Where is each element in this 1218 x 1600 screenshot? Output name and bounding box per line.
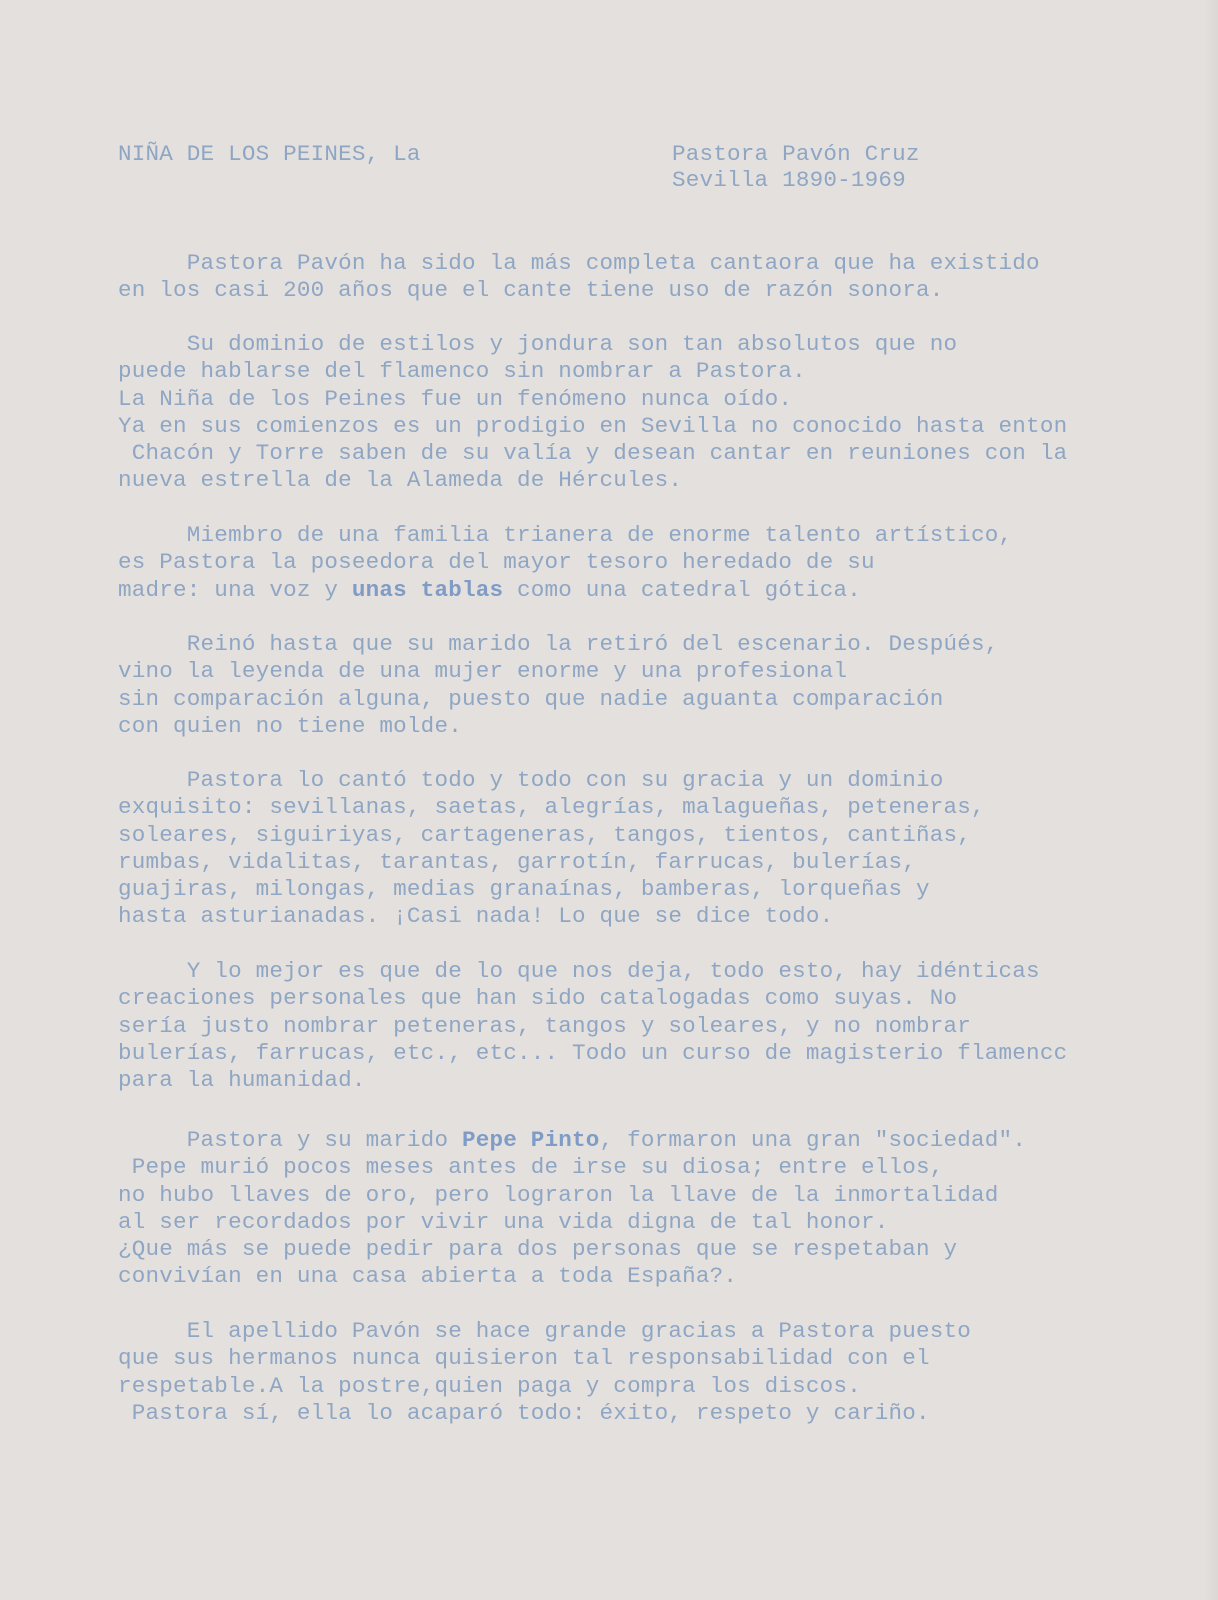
line: al ser recordados por vivir una vida digna de tal honor. (118, 1208, 889, 1235)
line: puede hablarse del flamenco sin nombrar a Pastora. (118, 358, 806, 385)
line-end: , formaron una gran "sociedad". (599, 1127, 1027, 1153)
paragraph-6 (118, 958, 1208, 1094)
line: Pastora Pavón ha sido la más completa cantaora que ha existido (118, 250, 1040, 276)
line: nueva estrella de la Alameda de Hércules. (118, 467, 683, 494)
line: Chacón y Torre saben de su valía y desean cantar en reuniones con la (118, 440, 1068, 467)
paragraph-5 (118, 767, 1208, 931)
line: para la humanidad. (118, 1067, 366, 1094)
line: Pepe murió pocos meses antes de irse su diosa; entre ellos, (118, 1154, 944, 1181)
paragraph-3 (118, 522, 1208, 604)
line: guajiras, milongas, medias granaínas, bamberas, lorqueñas y (118, 876, 930, 903)
paragraph-7 (118, 1127, 1208, 1291)
line: hasta asturianadas. ¡Casi nada! Lo que se dice todo. (118, 903, 834, 930)
line: sin comparación alguna, puesto que nadie aguanta comparación (118, 685, 944, 712)
subject-name: Pastora Pavón Cruz (672, 141, 920, 167)
line: en los casi 200 años que el cante tiene uso de razón sonora. (118, 277, 944, 304)
header-title: NIÑA DE LOS PEINES, La (118, 141, 421, 167)
line: soleares, siguiriyas, cartageneras, tangos, tientos, cantiñas, (118, 821, 972, 848)
line: es Pastora la poseedora del mayor tesoro heredado de su (118, 549, 875, 576)
paragraph-2 (118, 331, 1208, 495)
line: Pastora sí, ella lo acaparó todo: éxito, respeto y cariño. (118, 1399, 930, 1426)
highlight-pepe-pinto[interactable]: Pepe Pinto (461, 1127, 600, 1153)
highlight-unas-tablas[interactable]: unas tablas (351, 576, 504, 603)
line: convivían en una casa abierta a toda España?. (118, 1263, 738, 1290)
line: no hubo llaves de oro, pero lograron la llave de la inmortalidad (118, 1181, 999, 1208)
line: con quien no tiene molde. (118, 712, 462, 739)
line: que sus hermanos nunca quisieron tal responsabilidad con el (118, 1345, 930, 1372)
line: Pastora lo cantó todo y todo con su gracia y un dominio (118, 767, 944, 793)
paragraph-8 (118, 1318, 1208, 1427)
line: respetable.A la postre,quien paga y compra los discos. (118, 1372, 861, 1399)
line: La Niña de los Peines fue un fenómeno nunca oído. (118, 385, 793, 412)
line: Su dominio de estilos y jondura son tan absolutos que no (118, 331, 958, 357)
line: Y lo mejor es que de lo que nos deja, todo esto, hay idénticas (118, 958, 1040, 984)
line-start: madre: una voz y (118, 576, 352, 603)
line: vino la leyenda de una mujer enorme y una profesional (118, 658, 848, 685)
line-start: Pastora y su marido (118, 1127, 462, 1153)
line: sería justo nombrar peteneras, tangos y soleares, y no nombrar (118, 1012, 972, 1039)
subject-dates: Sevilla 1890-1969 (672, 167, 906, 193)
line: creaciones personales que han sido catalogadas como suyas. No (118, 985, 958, 1012)
line: Reinó hasta que su marido la retiró del escenario. Despúés, (118, 631, 999, 657)
line: Miembro de una familia trianera de enorme talento artístico, (118, 522, 1013, 548)
line: rumbas, vidalitas, tarantas, garrotín, farrucas, bulerías, (118, 848, 916, 875)
line: ¿Que más se puede pedir para dos personas que se respetaban y (118, 1236, 958, 1263)
paragraph-4 (118, 631, 1208, 740)
header-subject (672, 141, 920, 193)
line: exquisito: sevillanas, saetas, alegrías, malagueñas, peteneras, (118, 794, 985, 821)
line: bulerías, farrucas, etc., etc... Todo un curso de magisterio flamencc (118, 1039, 1068, 1066)
line: El apellido Pavón se hace grande gracias a Pastora puesto (118, 1318, 972, 1344)
paragraph-1 (118, 250, 1208, 305)
line-end: como una catedral gótica. (503, 576, 861, 603)
line: Ya en sus comienzos es un prodigio en Sevilla no conocido hasta enton (118, 412, 1068, 439)
